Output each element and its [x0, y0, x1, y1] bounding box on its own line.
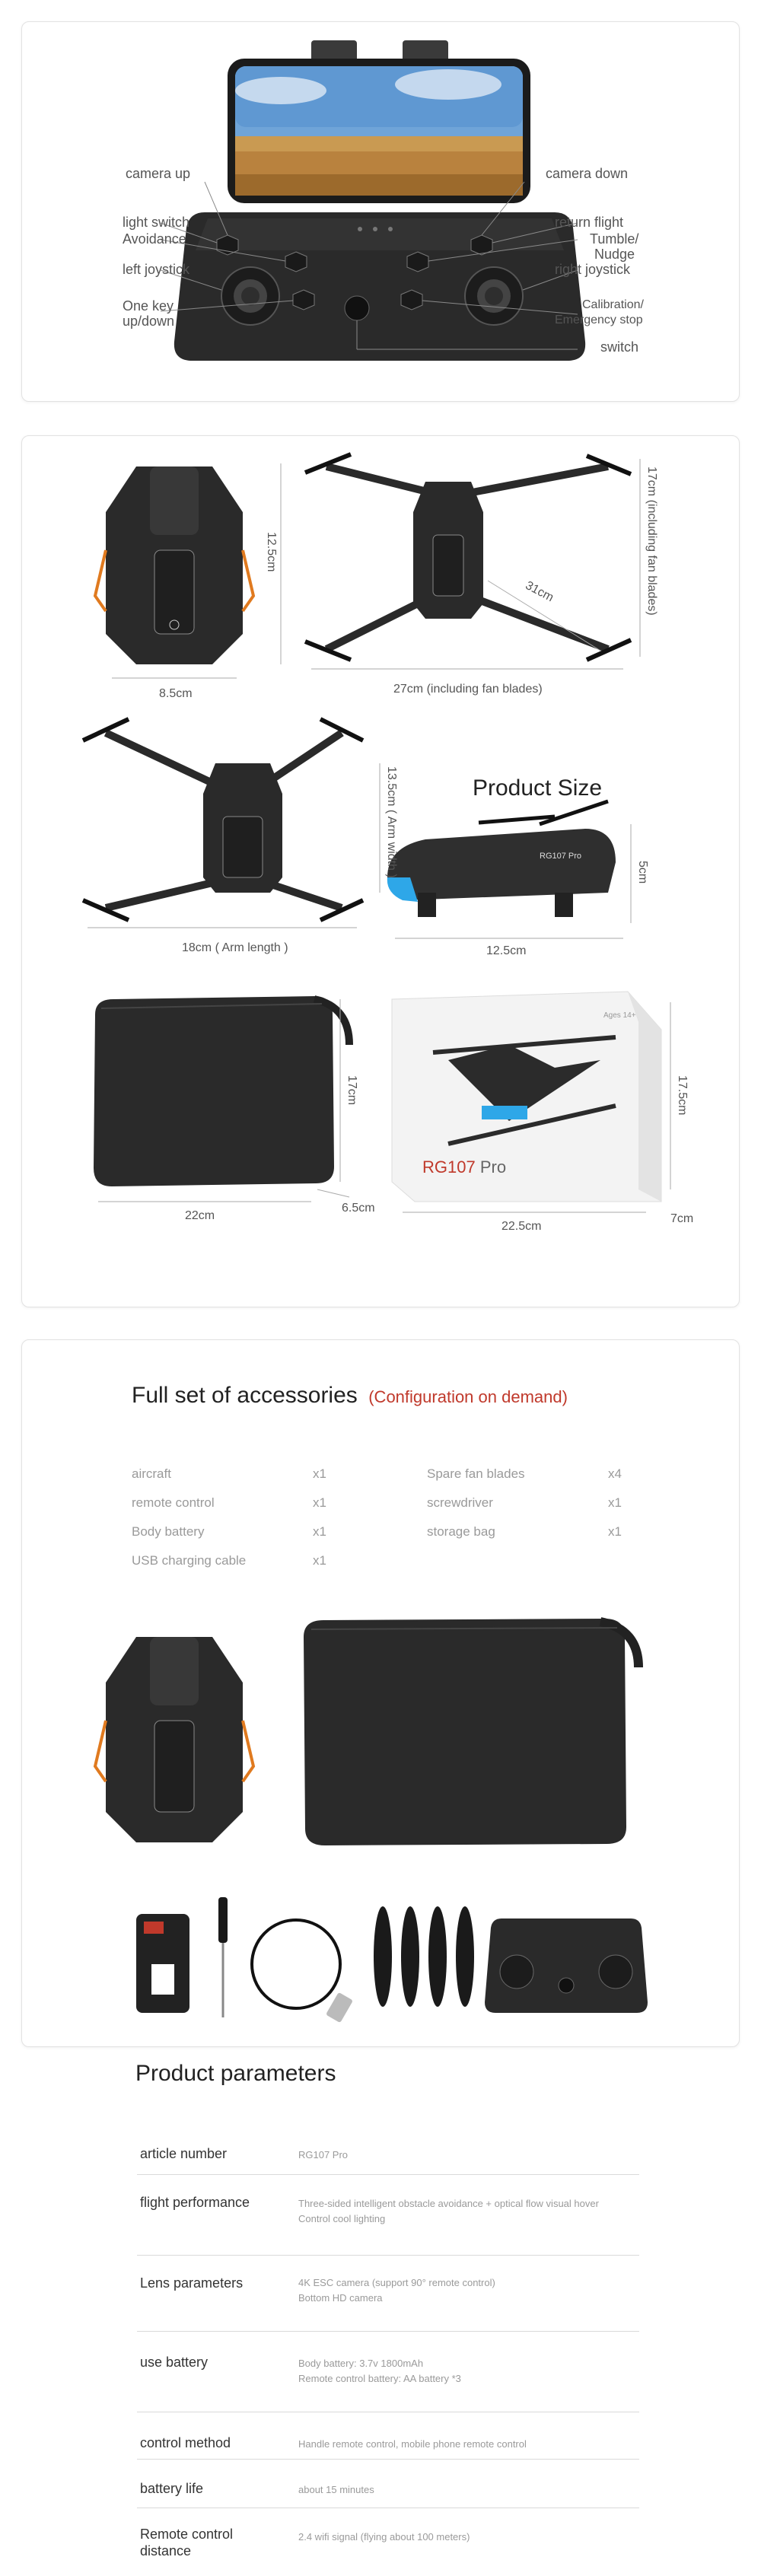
label-light-switch: light switch	[123, 215, 190, 230]
param-row-control-method	[137, 2412, 639, 2460]
label-calibration-2: Emergency stop	[555, 314, 643, 326]
accessories-card	[21, 1339, 740, 2047]
param-value: 2.4 wifi signal (flying about 100 meters)	[298, 2531, 470, 2543]
param-value: 4K ESC camera (support 90° remote control)	[298, 2277, 495, 2288]
dim-side-height: 5cm	[636, 861, 649, 884]
param-value: Handle remote control, mobile phone remote control	[298, 2438, 527, 2450]
dim-unfolded-height: 17cm (including fan blades)	[645, 466, 658, 616]
param-key: battery life	[140, 2481, 204, 2496]
label-camera-down: camera down	[546, 166, 629, 181]
param-key: Remote control	[140, 2527, 234, 2542]
accessory-fan-blades-image	[374, 1906, 474, 2007]
dim-bag-depth: 6.5cm	[342, 1202, 375, 1215]
remote-controller-card	[21, 21, 740, 402]
label-tumble: Tumble/	[590, 231, 639, 247]
unfolded-drone-image	[305, 454, 631, 660]
accessory-usb-cable-image	[252, 1920, 353, 2023]
param-value: RG107 Pro	[298, 2149, 349, 2160]
dim-unfolded-width: 27cm (including fan blades)	[393, 683, 543, 696]
acc-left-3-qty: x1	[313, 1553, 326, 1568]
accessories-title: Full set of accessories	[132, 1383, 358, 1408]
label-right-joystick: right joystick	[555, 262, 631, 277]
box-age-label: Ages 14+	[603, 1011, 636, 1020]
param-row-battery-life	[137, 2460, 639, 2508]
accessory-remote-image	[485, 1918, 648, 2013]
arm-drone-image	[83, 719, 363, 920]
accessory-screwdriver-image	[218, 1897, 228, 2017]
acc-left-3-name: USB charging cable	[132, 1553, 247, 1568]
accessory-battery-image	[136, 1914, 189, 2013]
param-value-line2: Control cool lighting	[298, 2213, 386, 2224]
accessories-illustrations	[22, 1614, 740, 2040]
dim-arm-length: 18cm ( Arm length )	[182, 941, 288, 954]
product-size-title: Product Size	[473, 775, 603, 801]
box-model-suffix: Pro	[479, 1157, 507, 1177]
model-suffix: Pro	[568, 852, 582, 861]
param-row-battery	[137, 2332, 639, 2412]
dim-unfolded-diagonal: 31cm	[523, 578, 556, 605]
param-value-line2: Bottom HD camera	[298, 2292, 383, 2304]
param-value: Three-sided intelligent obstacle avoidance + optical flow visual hover	[298, 2198, 599, 2209]
accessories-title-row	[132, 1383, 568, 1409]
accessory-aircraft-image	[95, 1637, 253, 1842]
box-model-text	[422, 1157, 506, 1177]
dim-box-height: 17.5cm	[676, 1075, 689, 1116]
param-row-lens	[137, 2256, 639, 2332]
product-size-illustrations	[22, 436, 740, 1307]
dim-arm-width: 13.5cm ( Arm width )	[385, 766, 398, 878]
dim-folded-width: 8.5cm	[159, 687, 193, 700]
param-key: use battery	[140, 2355, 209, 2370]
accessories-subtitle: (Configuration on demand)	[368, 1387, 568, 1406]
label-one-key-1: One key	[123, 298, 174, 314]
param-value: Body battery: 3.7v 1800mAh	[298, 2358, 424, 2369]
acc-left-0-name: aircraft	[132, 1466, 171, 1481]
acc-left-2-name: Body battery	[132, 1524, 205, 1539]
box-model-name: RG107	[422, 1157, 476, 1177]
model-name: RG107	[540, 852, 566, 861]
param-value: about 15 minutes	[298, 2484, 374, 2495]
label-return-flight: return flight	[555, 215, 624, 230]
dim-box-width: 22.5cm	[501, 1220, 542, 1233]
acc-right-1-name: screwdriver	[427, 1495, 493, 1510]
param-key-line2: distance	[140, 2543, 192, 2558]
folded-drone-image	[95, 466, 253, 664]
label-avoidance: Avoidance	[123, 231, 186, 247]
acc-right-1-qty: x1	[608, 1495, 622, 1510]
dim-bag-width: 22cm	[185, 1209, 215, 1222]
param-value-line2: Remote control battery: AA battery *3	[298, 2373, 461, 2384]
label-left-joystick: left joystick	[123, 262, 190, 277]
param-key: article number	[140, 2146, 228, 2161]
acc-right-2-name: storage bag	[427, 1524, 495, 1539]
acc-left-1-qty: x1	[313, 1495, 326, 1510]
param-key: flight performance	[140, 2195, 250, 2210]
label-nudge: Nudge	[594, 247, 635, 262]
label-camera-up: camera up	[126, 166, 191, 181]
dim-box-depth: 7cm	[670, 1212, 694, 1225]
param-row-article-number	[137, 2137, 639, 2175]
accessory-storage-bag-image	[304, 1619, 638, 1845]
label-calibration-1: Calibration/	[582, 298, 644, 311]
param-key: Lens parameters	[140, 2275, 244, 2291]
product-size-card	[21, 435, 740, 1307]
label-switch: switch	[600, 339, 639, 355]
acc-right-0-name: Spare fan blades	[427, 1466, 525, 1481]
acc-left-2-qty: x1	[313, 1524, 326, 1539]
param-row-remote-distance	[137, 2508, 639, 2569]
side-drone-model-text	[540, 852, 581, 861]
acc-left-0-qty: x1	[313, 1466, 326, 1481]
acc-left-1-name: remote control	[132, 1495, 215, 1510]
acc-right-0-qty: x4	[608, 1466, 622, 1481]
param-row-flight-performance	[137, 2175, 639, 2256]
label-one-key-2: up/down	[123, 314, 175, 329]
storage-bag-image	[94, 996, 349, 1186]
parameters-title: Product parameters	[135, 2061, 336, 2086]
dim-bag-height: 17cm	[345, 1075, 358, 1106]
acc-right-2-qty: x1	[608, 1524, 622, 1539]
param-key: control method	[140, 2435, 231, 2450]
dim-folded-height: 12.5cm	[265, 532, 278, 572]
dim-side-length: 12.5cm	[486, 944, 527, 957]
